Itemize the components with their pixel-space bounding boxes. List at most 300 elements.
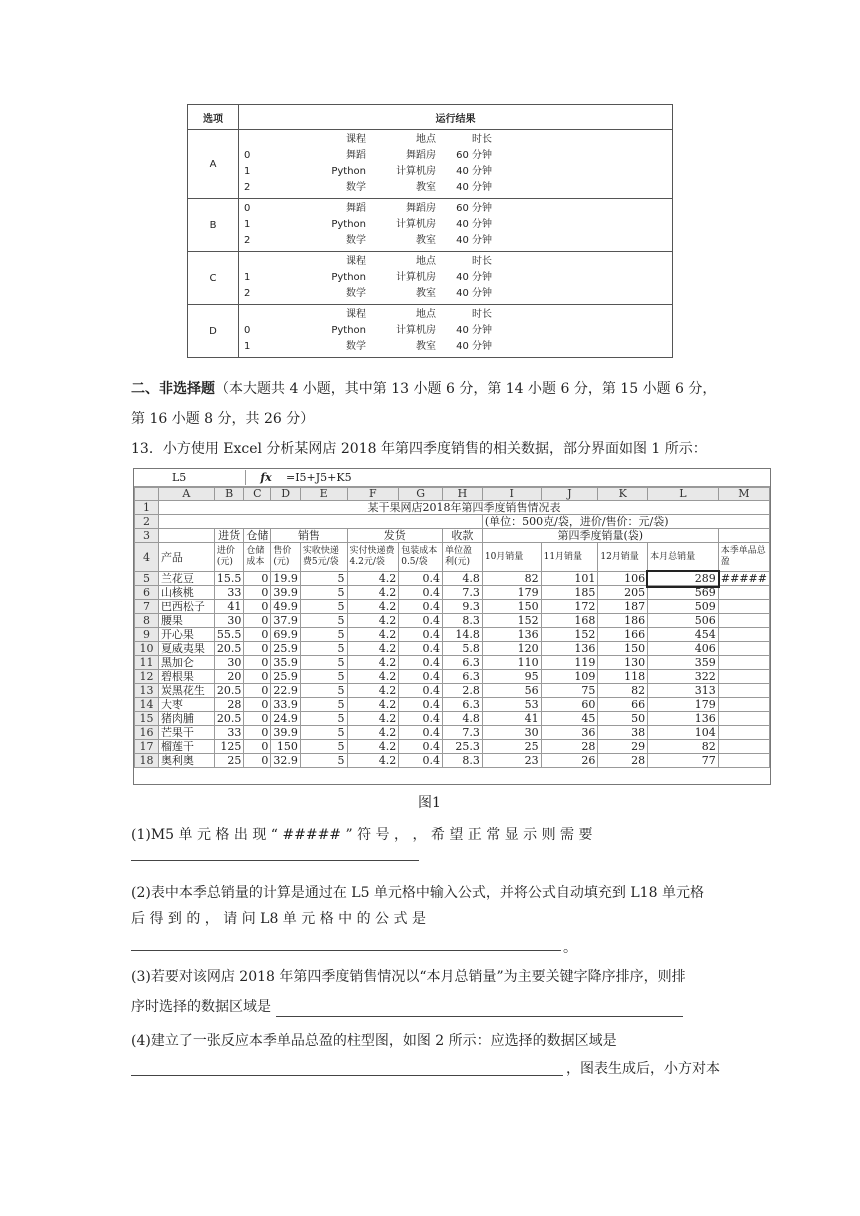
result-idx (239, 307, 296, 323)
product-cell: 碧根果 (158, 670, 214, 684)
result-dur: 时长 (472, 309, 492, 320)
value-cell: 4.2 (347, 572, 399, 586)
row-number: 7 (135, 600, 159, 614)
column-letter: K (598, 488, 648, 501)
value-cell: 56 (482, 684, 541, 698)
column-letter (135, 488, 159, 501)
sheet-row (135, 754, 770, 768)
value-cell: 4.2 (347, 600, 399, 614)
product-cell: 黑加仑 (158, 656, 214, 670)
row-number: 5 (135, 572, 159, 586)
option-label: B (188, 199, 239, 252)
product-cell: 大枣 (158, 698, 214, 712)
value-cell: 30 (482, 726, 541, 740)
value-cell: 33 (214, 586, 244, 600)
product-cell: 奥利奥 (158, 754, 214, 768)
product-cell: 夏威夷果 (158, 642, 214, 656)
result-course: 课程 (346, 309, 366, 320)
question-1: (1)M5 单 元 格 出 现 “ ##### ” 符 号 ， ， 希 望 正 常 显 示 则 需 要 (131, 827, 593, 843)
result-dur: 40 分钟 (456, 166, 492, 177)
value-cell: 130 (598, 656, 648, 670)
row-number: 13 (135, 684, 159, 698)
column-header: 售价(元) (271, 543, 301, 572)
option-result (239, 199, 673, 252)
value-cell: 30 (214, 656, 244, 670)
section-desc: （本大题共 4 小题，其中第 13 小题 6 分，第 14 小题 6 分，第 15 小题 6 分， (215, 381, 717, 397)
product-cell: 开心果 (158, 628, 214, 642)
result-idx: 0 (244, 150, 251, 161)
result-dur: 40 分钟 (456, 341, 492, 352)
section-title: 二、非选择题 (131, 381, 215, 397)
fx-icon: fx (260, 471, 272, 484)
result-place: 地点 (416, 134, 436, 145)
q13-intro: 13．小方使用 Excel 分析某网店 2018 年第四季度销售的相关数据，部分界面如图 1 所示： (131, 441, 707, 457)
sheet-row (135, 501, 770, 515)
value-cell: 39.9 (271, 726, 301, 740)
value-cell (718, 726, 769, 740)
result-place: 计算机房 (396, 219, 436, 230)
value-cell: 0.4 (399, 670, 443, 684)
sheet-row (135, 656, 770, 670)
value-cell: 289 (648, 572, 719, 586)
blank-cell (718, 529, 769, 543)
value-cell: 6.3 (442, 670, 482, 684)
value-cell: 150 (598, 642, 648, 656)
value-cell: 4.8 (442, 572, 482, 586)
value-cell: 6.3 (442, 698, 482, 712)
value-cell: 4.8 (442, 712, 482, 726)
product-cell: 榴莲干 (158, 740, 214, 754)
value-cell (718, 712, 769, 726)
value-cell: 4.2 (347, 670, 399, 684)
value-cell: 75 (541, 684, 598, 698)
result-idx: 2 (244, 235, 251, 246)
question-4-line1: (4)建立了一张反应本季单品总盈的柱型图，如图 2 所示：应选择的数据区域是 (131, 1033, 617, 1049)
result-place: 计算机房 (396, 166, 436, 177)
result-course: Python (331, 219, 366, 230)
question-2-end: 。 (563, 940, 577, 956)
value-cell: 506 (648, 614, 719, 628)
column-letter: A (158, 488, 214, 501)
row-number: 3 (135, 529, 159, 543)
result-place: 教室 (416, 235, 436, 246)
value-cell: 101 (541, 572, 598, 586)
value-cell: 106 (598, 572, 648, 586)
value-cell: 35.9 (271, 656, 301, 670)
result-dur: 40 分钟 (456, 288, 492, 299)
result-dur: 40 分钟 (456, 272, 492, 283)
value-cell (718, 586, 769, 600)
value-cell: 0.4 (399, 754, 443, 768)
value-cell: 20.5 (214, 712, 244, 726)
value-cell: 322 (648, 670, 719, 684)
value-cell (718, 628, 769, 642)
value-cell: 0.4 (399, 656, 443, 670)
value-cell: 53 (482, 698, 541, 712)
option-row (188, 252, 673, 305)
value-cell: 0 (244, 586, 271, 600)
column-header: 10月销量 (482, 543, 541, 572)
value-cell: 136 (482, 628, 541, 642)
value-cell: 4.2 (347, 628, 399, 642)
value-cell: 4.2 (347, 754, 399, 768)
value-cell: 29 (598, 740, 648, 754)
value-cell: 39.9 (271, 586, 301, 600)
result-idx: 1 (244, 272, 251, 283)
result-course: 数学 (346, 182, 366, 193)
result-line (239, 148, 672, 164)
sheet-row (135, 529, 770, 543)
option-row (188, 305, 673, 358)
value-cell: 0 (244, 600, 271, 614)
result-line (239, 323, 672, 339)
value-cell: 4.2 (347, 614, 399, 628)
value-cell: 28 (598, 754, 648, 768)
value-cell: 5 (300, 628, 347, 642)
option-result (239, 252, 673, 305)
question-2-line2: 后 得 到 的 ， 请 问 L8 单 元 格 中 的 公 式 是 (131, 911, 426, 927)
value-cell: 45 (541, 712, 598, 726)
column-header: 包装成本0.5/袋 (399, 543, 443, 572)
value-cell: 95 (482, 670, 541, 684)
value-cell: 110 (482, 656, 541, 670)
value-cell: 28 (541, 740, 598, 754)
result-idx: 2 (244, 182, 251, 193)
value-cell (718, 684, 769, 698)
result-dur: 40 分钟 (456, 182, 492, 193)
value-cell (718, 670, 769, 684)
value-cell: 313 (648, 684, 719, 698)
column-header: 产品 (158, 543, 214, 572)
result-place: 舞蹈房 (406, 150, 436, 161)
value-cell: 77 (648, 754, 719, 768)
column-letter: J (541, 488, 598, 501)
value-cell: 0.4 (399, 712, 443, 726)
option-row (188, 130, 673, 199)
value-cell: 25 (482, 740, 541, 754)
row-number: 2 (135, 515, 159, 529)
value-cell: 41 (214, 600, 244, 614)
value-cell: 4.2 (347, 712, 399, 726)
product-cell: 腰果 (158, 614, 214, 628)
result-line (239, 164, 672, 180)
value-cell: 5 (300, 754, 347, 768)
result-idx: 1 (244, 341, 251, 352)
value-cell: 0 (244, 698, 271, 712)
option-label: C (188, 252, 239, 305)
value-cell: 0.4 (399, 628, 443, 642)
sheet-row (135, 586, 770, 600)
sheet-row (135, 740, 770, 754)
result-idx: 2 (244, 288, 251, 299)
result-line (239, 180, 672, 196)
product-cell: 兰花豆 (158, 572, 214, 586)
value-cell: 25.9 (271, 670, 301, 684)
value-cell: 20.5 (214, 642, 244, 656)
value-cell: 25.9 (271, 642, 301, 656)
value-cell: 41 (482, 712, 541, 726)
sheet-row (135, 614, 770, 628)
value-cell: 5.8 (442, 642, 482, 656)
result-course: 数学 (346, 288, 366, 299)
value-cell: 0 (244, 754, 271, 768)
value-cell: 25.3 (442, 740, 482, 754)
value-cell: 8.3 (442, 614, 482, 628)
column-letter: M (718, 488, 769, 501)
value-cell: 187 (598, 600, 648, 614)
result-dur: 40 分钟 (456, 235, 492, 246)
value-cell (718, 656, 769, 670)
sheet-row (135, 670, 770, 684)
value-cell: 5 (300, 740, 347, 754)
sheet-row (135, 684, 770, 698)
value-cell: 25 (214, 754, 244, 768)
value-cell: 37.9 (271, 614, 301, 628)
result-idx: 0 (244, 325, 251, 336)
value-cell: 118 (598, 670, 648, 684)
result-idx: 1 (244, 166, 251, 177)
product-cell: 猪肉脯 (158, 712, 214, 726)
value-cell: 359 (648, 656, 719, 670)
question-4-line2-end: ，图表生成后，小方对本 (566, 1061, 720, 1077)
value-cell: 0 (244, 614, 271, 628)
sheet-row (135, 712, 770, 726)
value-cell (718, 614, 769, 628)
column-letter: H (442, 488, 482, 501)
value-cell: 186 (598, 614, 648, 628)
column-letter: D (271, 488, 301, 501)
value-cell: 166 (598, 628, 648, 642)
question-2-line1: (2)表中本季总销量的计算是通过在 L5 单元格中输入公式，并将公式自动填充到 L18 单元格 (131, 885, 704, 901)
row-number: 1 (135, 501, 159, 515)
value-cell: 179 (648, 698, 719, 712)
value-cell: 454 (648, 628, 719, 642)
group-header: 销售 (271, 529, 347, 543)
value-cell: 8.3 (442, 754, 482, 768)
group-header: 发货 (347, 529, 442, 543)
row-number: 18 (135, 754, 159, 768)
value-cell: 179 (482, 586, 541, 600)
value-cell: 509 (648, 600, 719, 614)
result-place: 教室 (416, 288, 436, 299)
value-cell (718, 642, 769, 656)
value-cell: 14.8 (442, 628, 482, 642)
value-cell: 4.2 (347, 684, 399, 698)
value-cell: 120 (482, 642, 541, 656)
value-cell: 5 (300, 712, 347, 726)
value-cell: 4.2 (347, 726, 399, 740)
figure-caption: 图1 (418, 795, 441, 811)
result-dur: 40 分钟 (456, 219, 492, 230)
row-number: 11 (135, 656, 159, 670)
column-letter: E (300, 488, 347, 501)
answer-blank-4[interactable] (131, 1075, 563, 1076)
value-cell: 5 (300, 600, 347, 614)
sheet-row (135, 628, 770, 642)
sheet-row (135, 572, 770, 586)
value-cell: 0.4 (399, 614, 443, 628)
value-cell: 0.4 (399, 698, 443, 712)
sheet-row (135, 515, 770, 529)
value-cell: 82 (648, 740, 719, 754)
sheet-row (135, 543, 770, 572)
value-cell: 0.4 (399, 684, 443, 698)
result-line (239, 270, 672, 286)
sheet-row (135, 642, 770, 656)
name-box: L5 (134, 470, 246, 485)
value-cell: 119 (541, 656, 598, 670)
value-cell: 104 (648, 726, 719, 740)
excel-screenshot (133, 468, 771, 785)
value-cell: ##### (718, 572, 769, 586)
section-desc-2: 第 16 小题 8 分，共 26 分） (131, 411, 315, 427)
value-cell: 205 (598, 586, 648, 600)
result-course: 舞蹈 (346, 203, 366, 214)
value-cell: 49.9 (271, 600, 301, 614)
column-letter: C (244, 488, 271, 501)
value-cell: 50 (598, 712, 648, 726)
result-course: 数学 (346, 341, 366, 352)
header-option: 选项 (188, 105, 239, 130)
value-cell: 32.9 (271, 754, 301, 768)
result-line (239, 132, 672, 148)
value-cell: 0 (244, 684, 271, 698)
result-place: 地点 (416, 256, 436, 267)
value-cell: 0 (244, 642, 271, 656)
value-cell: 0.4 (399, 726, 443, 740)
value-cell: 5 (300, 586, 347, 600)
result-course: 课程 (346, 256, 366, 267)
value-cell: 24.9 (271, 712, 301, 726)
group-header: 进货 (214, 529, 244, 543)
result-idx (239, 132, 296, 148)
option-result (239, 305, 673, 358)
value-cell: 7.3 (442, 586, 482, 600)
value-cell: 4.2 (347, 698, 399, 712)
value-cell: 0 (244, 572, 271, 586)
value-cell: 152 (482, 614, 541, 628)
value-cell: 4.2 (347, 642, 399, 656)
value-cell: 0 (244, 712, 271, 726)
section-heading (131, 378, 716, 400)
row-number: 9 (135, 628, 159, 642)
value-cell: 4.2 (347, 586, 399, 600)
column-header: 进价(元) (214, 543, 244, 572)
option-row (188, 199, 673, 252)
value-cell: 125 (214, 740, 244, 754)
column-header: 11月销量 (541, 543, 598, 572)
result-place: 教室 (416, 182, 436, 193)
column-header: 实付快递费4.2元/袋 (347, 543, 399, 572)
blank-cell (158, 529, 214, 543)
value-cell: 33 (214, 726, 244, 740)
value-cell: 82 (482, 572, 541, 586)
result-line (239, 339, 672, 355)
value-cell: 5 (300, 726, 347, 740)
value-cell: 185 (541, 586, 598, 600)
result-line (239, 201, 672, 217)
options-table (187, 104, 673, 358)
result-dur: 时长 (472, 134, 492, 145)
result-course: 舞蹈 (346, 150, 366, 161)
answer-blank-2[interactable] (131, 950, 561, 951)
result-line (239, 217, 672, 233)
value-cell: 55.5 (214, 628, 244, 642)
value-cell: 15.5 (214, 572, 244, 586)
column-letter: L (648, 488, 719, 501)
result-idx: 1 (244, 219, 251, 230)
value-cell: 66 (598, 698, 648, 712)
sheet-row (135, 698, 770, 712)
question-3-line1: (3)若要对该网店 2018 年第四季度销售情况以“本月总销量”为主要关键字降序排序，则排 (131, 969, 686, 985)
result-place: 教室 (416, 341, 436, 352)
value-cell: 0.4 (399, 600, 443, 614)
value-cell: 0 (244, 740, 271, 754)
column-header: 仓储成本 (244, 543, 271, 572)
column-letter: I (482, 488, 541, 501)
product-cell: 山核桃 (158, 586, 214, 600)
value-cell: 152 (541, 628, 598, 642)
value-cell: 0 (244, 628, 271, 642)
row-number: 14 (135, 698, 159, 712)
value-cell: 150 (271, 740, 301, 754)
value-cell: 20.5 (214, 684, 244, 698)
result-place: 舞蹈房 (406, 203, 436, 214)
result-course: Python (331, 325, 366, 336)
product-cell: 炭黑花生 (158, 684, 214, 698)
result-line (239, 233, 672, 249)
answer-blank-3[interactable] (276, 1016, 683, 1017)
group-header: 收款 (442, 529, 482, 543)
value-cell: 69.9 (271, 628, 301, 642)
column-letter: G (399, 488, 443, 501)
value-cell: 7.3 (442, 726, 482, 740)
row-number: 17 (135, 740, 159, 754)
result-idx (239, 254, 296, 270)
value-cell: 60 (541, 698, 598, 712)
value-cell: 36 (541, 726, 598, 740)
value-cell: 0 (244, 726, 271, 740)
result-line (239, 254, 672, 270)
answer-blank-1[interactable] (131, 860, 419, 861)
value-cell: 5 (300, 670, 347, 684)
result-dur: 时长 (472, 256, 492, 267)
row-number: 4 (135, 543, 159, 572)
column-header: 12月销量 (598, 543, 648, 572)
value-cell: 150 (482, 600, 541, 614)
value-cell: 28 (214, 698, 244, 712)
result-course: Python (331, 272, 366, 283)
formula-text: =I5+J5+K5 (286, 471, 352, 484)
row-number: 10 (135, 642, 159, 656)
result-course: 课程 (346, 134, 366, 145)
value-cell: 5 (300, 642, 347, 656)
question-3-line2: 序时选择的数据区域是 (131, 999, 271, 1015)
value-cell: 168 (541, 614, 598, 628)
sheet-title: 某干果网店2018年第四季度销售情况表 (158, 501, 769, 515)
value-cell: 5 (300, 572, 347, 586)
column-header: 本季单品总盈 (718, 543, 769, 572)
row-number: 8 (135, 614, 159, 628)
sheet-row (135, 600, 770, 614)
value-cell (718, 740, 769, 754)
value-cell: 5 (300, 656, 347, 670)
group-header: 第四季度销量(袋) (482, 529, 718, 543)
value-cell: 26 (541, 754, 598, 768)
value-cell: 23 (482, 754, 541, 768)
sheet-grid (134, 487, 770, 768)
value-cell: 0.4 (399, 586, 443, 600)
